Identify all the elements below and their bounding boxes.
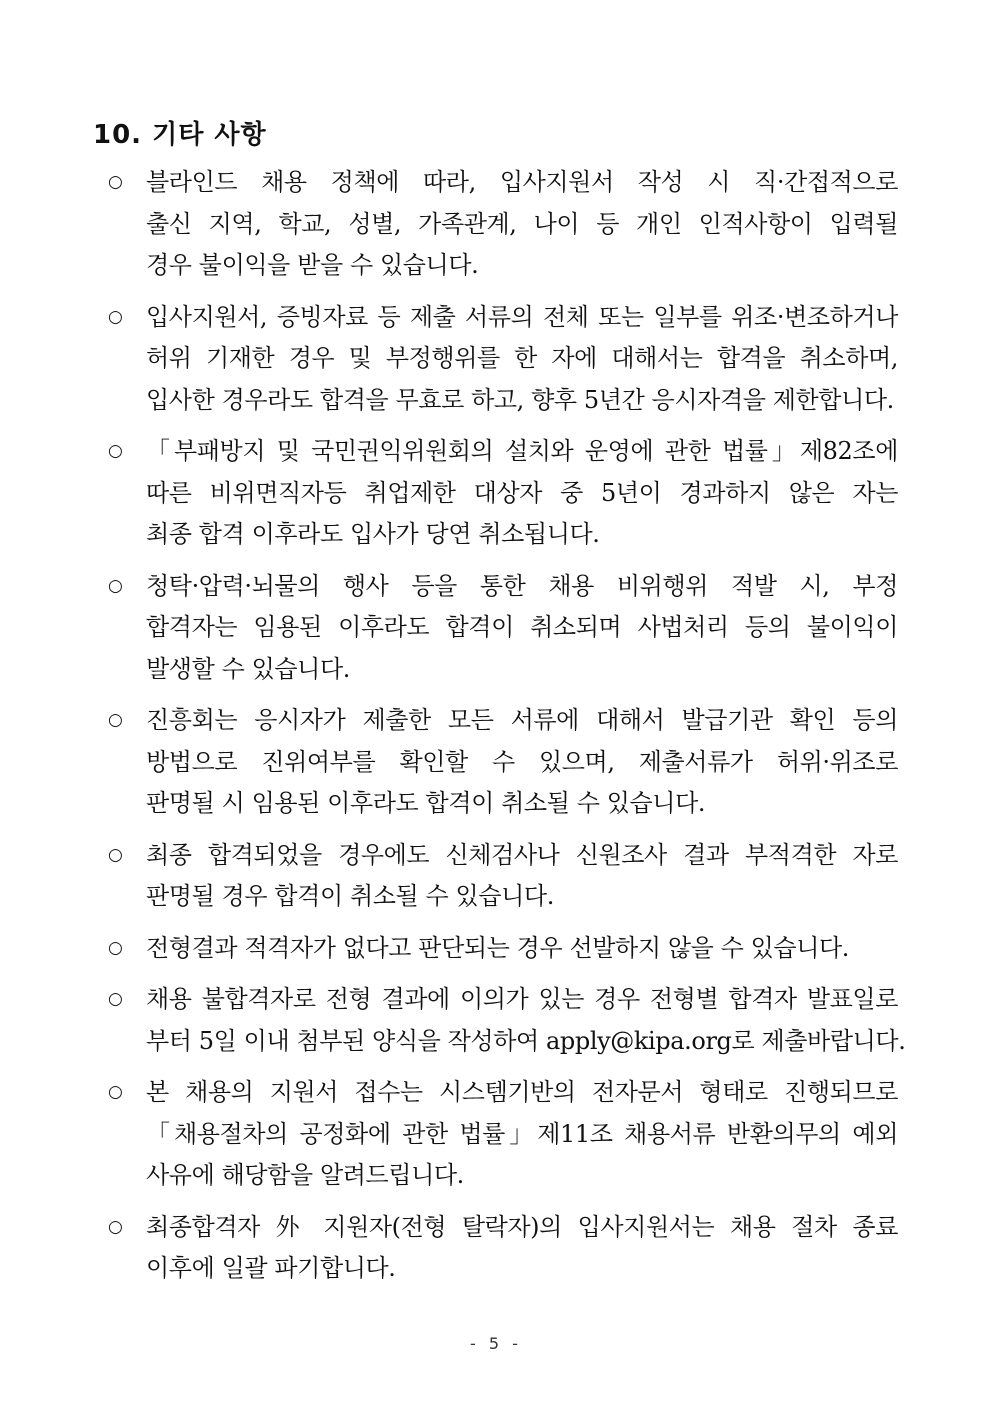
bullet-circle-icon: ○ [108,1082,123,1102]
list-item [108,431,898,556]
item-text-line: 최종 합격되었을 경우에도 신체검사나 신원조사 결과 부적격한 자로 [146,840,898,869]
list-item [108,979,906,1062]
item-text-line: 이후에 일괄 파기합니다. [146,1254,396,1282]
item-text-line: 최종 합격 이후라도 입사가 당연 취소됩니다. [146,520,600,548]
item-text-line: 진흥회는 응시자가 제출한 모든 서류에 대해서 발급기관 확인 등의 [146,706,898,734]
item-text-line: 청탁·압력·뇌물의 행사 등을 통한 채용 비위행위 적발 시, 부정 [146,571,898,600]
item-text-line: 「채용절차의 공정화에 관한 법률」제11조 채용서류 반환의무의 예외 [146,1119,898,1148]
page-number: - 5 - [470,1334,522,1353]
item-text-line: 발생할 수 있습니다. [146,654,350,683]
list-item [108,1207,898,1290]
item-text-line: 블라인드 채용 정책에 따라, 입사지원서 작성 시 직·간접적으로 [146,168,898,196]
list-item [108,1072,898,1197]
item-text-line: 출신 지역, 학교, 성별, 가족관계, 나이 등 개인 인적사항이 입력될 [146,209,898,238]
item-text-line: 경우 불이익을 받을 수 있습니다. [146,251,479,279]
bullet-circle-icon: ○ [108,575,123,596]
bullet-circle-icon: ○ [108,306,123,327]
bullet-circle-icon: ○ [108,937,123,958]
item-text-line: 판명될 시 임용된 이후라도 합격이 취소될 수 있습니다. [146,789,706,817]
bullet-circle-icon: ○ [108,710,123,730]
list-item [108,928,898,970]
notice-list [108,162,906,1300]
item-text-line: 채용 불합격자로 전형 결과에 이의가 있는 경우 전형별 합격자 발표일로 [146,985,898,1013]
bullet-circle-icon: ○ [108,844,123,865]
bullet-circle-icon: ○ [108,172,123,192]
list-item [108,162,898,287]
item-text-line: 최종합격자 外 지원자(전형 탈락자)의 입사지원서는 채용 절차 종료 [146,1212,898,1241]
list-item [108,700,898,825]
item-text-line: 「부패방지 및 국민권익위원회의 설치와 운영에 관한 법률」제82조에 [146,437,898,465]
item-text-line: 허위 기재한 경우 및 부정행위를 한 자에 대해서는 합격을 취소하며, [146,344,898,372]
list-item [108,835,898,918]
item-text-line: 합격자는 임용된 이후라도 합격이 취소되며 사법처리 등의 불이익이 [146,613,898,641]
item-text-line: 방법으로 진위여부를 확인할 수 있으며, 제출서류가 허위·위조로 [146,747,898,776]
list-item [108,297,898,422]
item-text-line: 따른 비위면직자등 취업제한 대상자 중 5년이 경과하지 않은 자는 [146,478,898,507]
item-text-line: 본 채용의 지원서 접수는 시스템기반의 전자문서 형태로 진행되므로 [146,1078,898,1106]
item-text-line: 전형결과 적격자가 없다고 판단되는 경우 선발하지 않을 수 있습니다. [146,933,850,962]
item-text-line: 사유에 해당함을 알려드립니다. [146,1161,464,1189]
list-item [108,566,898,691]
item-text-line: 입사한 경우라도 합격을 무효로 하고, 향후 5년간 응시자격을 제한합니다. [146,385,894,414]
item-text-line: 입사지원서, 증빙자료 등 제출 서류의 전체 또는 일부를 위조·변조하거나 [146,302,898,331]
bullet-circle-icon: ○ [108,1216,123,1237]
bullet-circle-icon: ○ [108,989,123,1009]
section-title: 10. 기타 사항 [93,120,267,150]
item-text-line: 판명될 경우 합격이 취소될 수 있습니다. [146,882,554,910]
bullet-circle-icon: ○ [108,441,123,461]
item-text-line: 부터 5일 이내 첨부된 양식을 작성하여 apply@kipa.org로 제출바랍니다. [146,1026,906,1055]
